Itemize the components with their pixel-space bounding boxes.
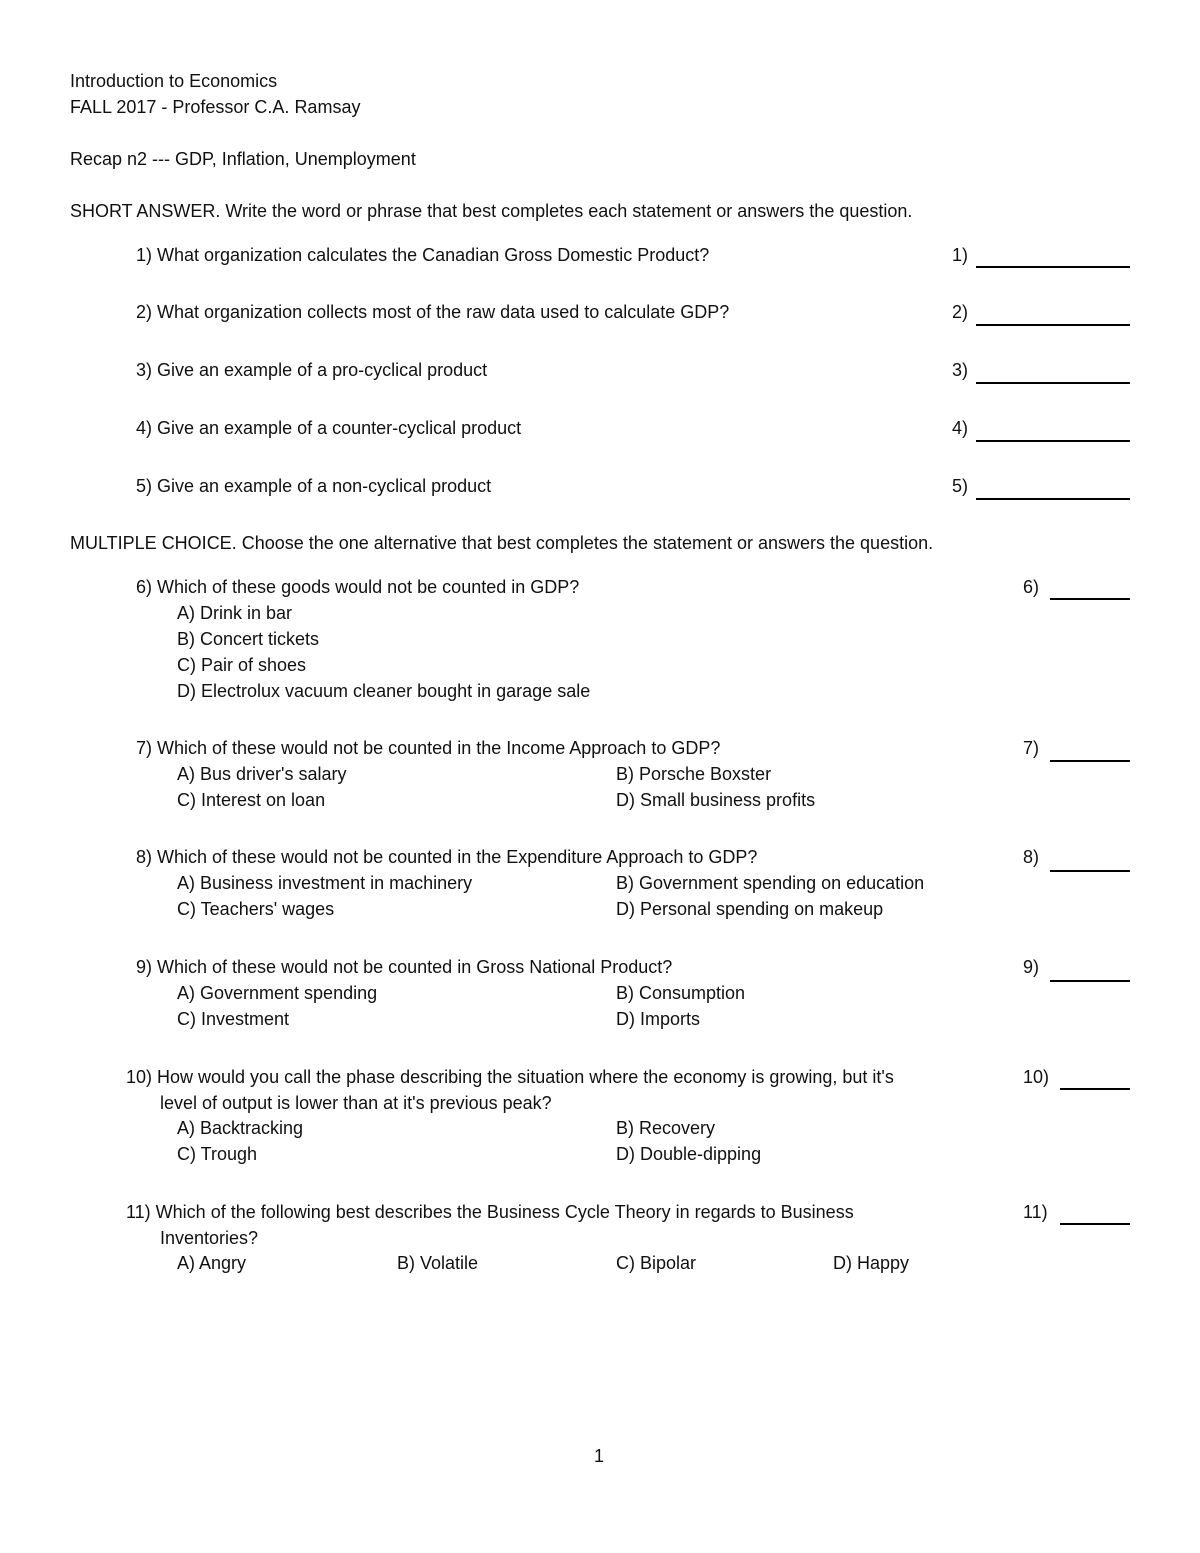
mc-option: B) Volatile bbox=[397, 1253, 479, 1273]
mc-option: C) Interest on loan bbox=[177, 790, 326, 810]
answer-blank[interactable] bbox=[1050, 598, 1130, 600]
answer-blank[interactable] bbox=[1060, 1223, 1130, 1225]
mc-option: D) Happy bbox=[833, 1253, 910, 1273]
mc-option: C) Bipolar bbox=[616, 1253, 697, 1273]
answer-blank[interactable] bbox=[976, 324, 1130, 326]
mc-question-continued: Inventories? bbox=[160, 1228, 259, 1248]
answer-label: 4) bbox=[952, 418, 969, 438]
mc-option: C) Investment bbox=[177, 1009, 290, 1029]
answer-label: 8) bbox=[1023, 847, 1040, 867]
mc-question-continued: level of output is lower than at it's previous peak? bbox=[160, 1093, 552, 1113]
answer-label: 11) bbox=[1023, 1202, 1048, 1222]
answer-blank[interactable] bbox=[976, 382, 1130, 384]
answer-label: 2) bbox=[952, 302, 969, 322]
mc-option: B) Government spending on education bbox=[616, 873, 925, 893]
mc-question: 8) Which of these would not be counted in the Expenditure Approach to GDP? bbox=[136, 847, 758, 867]
answer-label: 7) bbox=[1023, 738, 1040, 758]
short-answer-question: 2) What organization collects most of the raw data used to calculate GDP? bbox=[136, 302, 730, 322]
mc-option: D) Electrolux vacuum cleaner bought in garage sale bbox=[177, 681, 591, 701]
term-professor: FALL 2017 - Professor C.A. Ramsay bbox=[70, 97, 361, 117]
mc-question: 10) How would you call the phase describing the situation where the economy is growing, but it's bbox=[126, 1067, 894, 1087]
mc-option: A) Drink in bar bbox=[177, 603, 293, 623]
mc-option: A) Government spending bbox=[177, 983, 378, 1003]
mc-option: B) Concert tickets bbox=[177, 629, 320, 649]
mc-option: B) Recovery bbox=[616, 1118, 716, 1138]
answer-label: 10) bbox=[1023, 1067, 1050, 1087]
multiple-choice-instructions: MULTIPLE CHOICE. Choose the one alternative that best completes the statement or answers the question. bbox=[70, 533, 934, 553]
answer-label: 3) bbox=[952, 360, 969, 380]
mc-question: 9) Which of these would not be counted in Gross National Product? bbox=[136, 957, 673, 977]
mc-option: D) Imports bbox=[616, 1009, 701, 1029]
mc-question: 6) Which of these goods would not be counted in GDP? bbox=[136, 577, 580, 597]
answer-blank[interactable] bbox=[976, 440, 1130, 442]
answer-label: 9) bbox=[1023, 957, 1040, 977]
page-number: 1 bbox=[594, 1446, 605, 1466]
mc-option: B) Porsche Boxster bbox=[616, 764, 772, 784]
short-answer-question: 1) What organization calculates the Canadian Gross Domestic Product? bbox=[136, 245, 710, 265]
answer-label: 6) bbox=[1023, 577, 1040, 597]
short-answer-question: 5) Give an example of a non-cyclical product bbox=[136, 476, 492, 496]
short-answer-question: 4) Give an example of a counter-cyclical product bbox=[136, 418, 522, 438]
mc-option: D) Double-dipping bbox=[616, 1144, 762, 1164]
mc-option: A) Business investment in machinery bbox=[177, 873, 473, 893]
answer-blank[interactable] bbox=[976, 266, 1130, 268]
course-title: Introduction to Economics bbox=[70, 71, 278, 91]
answer-blank[interactable] bbox=[1050, 870, 1130, 872]
short-answer-instructions: SHORT ANSWER. Write the word or phrase that best completes each statement or answers the question. bbox=[70, 201, 913, 221]
mc-option: A) Backtracking bbox=[177, 1118, 304, 1138]
answer-label: 1) bbox=[952, 245, 969, 265]
answer-label: 5) bbox=[952, 476, 969, 496]
mc-option: C) Teachers' wages bbox=[177, 899, 335, 919]
mc-option: B) Consumption bbox=[616, 983, 746, 1003]
mc-option: C) Pair of shoes bbox=[177, 655, 307, 675]
answer-blank[interactable] bbox=[976, 498, 1130, 500]
recap-title: Recap n2 --- GDP, Inflation, Unemployment bbox=[70, 149, 416, 169]
answer-blank[interactable] bbox=[1050, 760, 1130, 762]
mc-option: D) Personal spending on makeup bbox=[616, 899, 884, 919]
mc-option: A) Angry bbox=[177, 1253, 247, 1273]
mc-option: D) Small business profits bbox=[616, 790, 816, 810]
mc-option: A) Bus driver's salary bbox=[177, 764, 347, 784]
short-answer-question: 3) Give an example of a pro-cyclical product bbox=[136, 360, 488, 380]
mc-option: C) Trough bbox=[177, 1144, 258, 1164]
mc-question: 11) Which of the following best describes the Business Cycle Theory in regards to Business bbox=[126, 1202, 854, 1222]
answer-blank[interactable] bbox=[1060, 1088, 1130, 1090]
mc-question: 7) Which of these would not be counted in the Income Approach to GDP? bbox=[136, 738, 721, 758]
answer-blank[interactable] bbox=[1050, 980, 1130, 982]
